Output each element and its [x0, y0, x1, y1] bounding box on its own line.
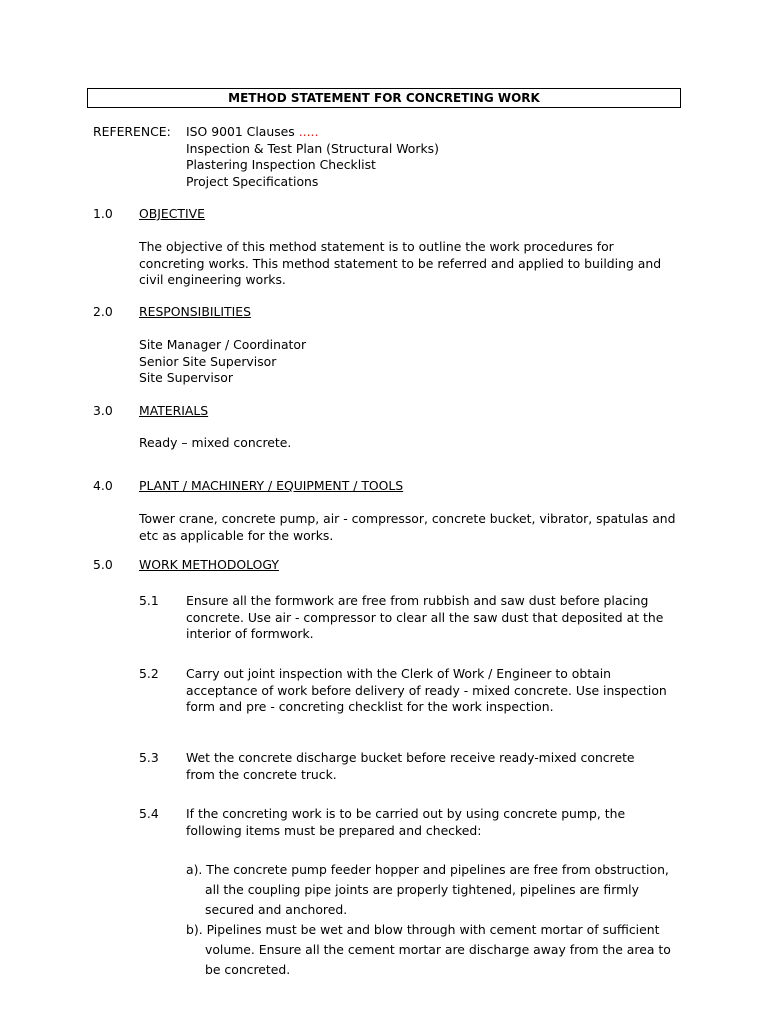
- section-4-number: 4.0: [93, 478, 113, 493]
- step-5-2-text: Carry out joint inspection with the Clerk of Work / Engineer to obtain acceptance of work before delivery of ready - mixed concrete. Use inspection form and pre - concreting checklist for the work inspection.: [186, 666, 667, 714]
- section-4-heading: PLANT / MACHINERY / EQUIPMENT / TOOLS: [139, 478, 404, 493]
- reference-placeholder-dots: .....: [298, 124, 319, 139]
- reference-line-4: Project Specifications: [186, 173, 319, 189]
- step-5-1-number: 5.1: [139, 593, 159, 608]
- step-5-2-number: 5.2: [139, 666, 159, 681]
- reference-iso-text: ISO 9001 Clauses: [186, 124, 299, 139]
- section-4-body: Tower crane, concrete pump, air - compressor, concrete bucket, vibrator, spatulas and etc as applicable for the works.: [139, 511, 676, 543]
- section-3-number: 3.0: [93, 403, 113, 418]
- section-1-number: 1.0: [93, 206, 113, 221]
- section-3-heading: MATERIALS: [139, 403, 209, 418]
- document-title: METHOD STATEMENT FOR CONCRETING WORK: [87, 88, 681, 108]
- pump-checklist: [186, 860, 678, 980]
- section-5-number: 5.0: [93, 557, 113, 572]
- step-5-1-text: Ensure all the formwork are free from rubbish and saw dust before placing concrete. Use air - compressor to clear all the saw dust that deposited at the interior of formwork.: [186, 593, 664, 641]
- reference-line-1: [186, 124, 318, 141]
- responsibility-item: Site Manager / Coordinator: [139, 337, 307, 352]
- section-3-body: Ready – mixed concrete.: [139, 435, 292, 450]
- reference-line-2: Inspection & Test Plan (Structural Works): [186, 140, 439, 156]
- section-2-number: 2.0: [93, 304, 113, 319]
- section-1-heading: OBJECTIVE: [139, 206, 205, 221]
- step-5-3-text: Wet the concrete discharge bucket before receive ready-mixed concrete from the concrete truck.: [186, 750, 635, 782]
- section-2-heading: RESPONSIBILITIES: [139, 304, 251, 319]
- responsibility-item: Site Supervisor: [139, 370, 233, 385]
- step-5-4-text: If the concreting work is to be carried out by using concrete pump, the following items must be prepared and checked:: [186, 806, 626, 838]
- responsibility-item: Senior Site Supervisor: [139, 353, 277, 369]
- reference-label: REFERENCE:: [93, 124, 171, 139]
- step-5-3-number: 5.3: [139, 750, 159, 765]
- step-5-4-number: 5.4: [139, 806, 159, 821]
- list-item: a). The concrete pump feeder hopper and pipelines are free from obstruction, all the coupling pipe joints are properly tightened, pipelines are firmly secured and anchored.: [186, 862, 669, 917]
- section-1-body: The objective of this method statement is to outline the work procedures for concreting works. This method statement to be referred and applied to building and civil engineering works.: [139, 239, 662, 287]
- list-item: b). Pipelines must be wet and blow through with cement mortar of sufficient volume. Ensure all the cement mortar are discharge away from the area to be concreted.: [186, 922, 671, 977]
- reference-line-3: Plastering Inspection Checklist: [186, 157, 376, 172]
- section-5-heading: WORK METHODOLOGY: [139, 557, 279, 572]
